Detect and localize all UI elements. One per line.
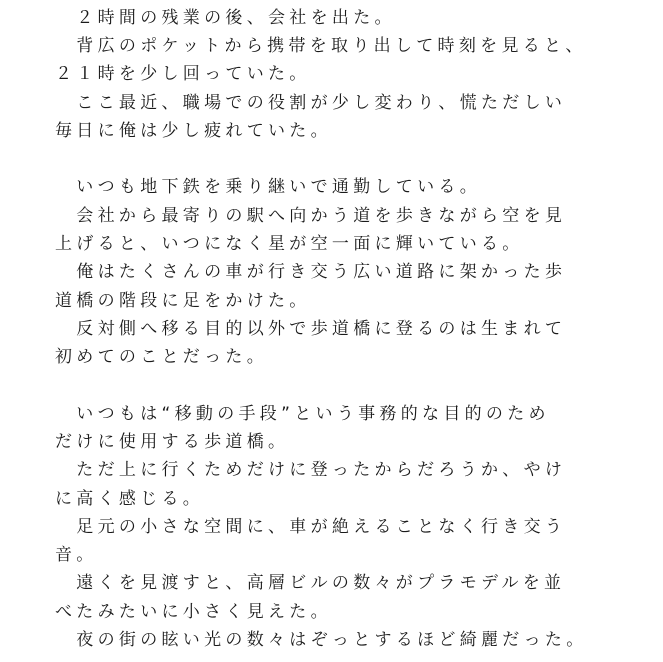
text-line: ２時間の残業の後、会社を出た。 <box>55 8 396 28</box>
text-line: 夜の街の眩い光の数々はぞっとするほど綺麗だった。 <box>55 630 588 650</box>
text-line: だけに使用する歩道橋。 <box>55 432 290 452</box>
text-line: に高く感じる。 <box>55 489 205 509</box>
text-line: 足元の小さな空間に、車が絶えることなく行き交う <box>55 517 567 537</box>
text-line: 会社から最寄りの駅へ向かう道を歩きながら空を見 <box>55 206 567 226</box>
text-line: ただ上に行くためだけに登ったからだろうか、やけ <box>55 460 567 480</box>
text-line: いつも地下鉄を乗り継いで通勤している。 <box>55 177 481 197</box>
text-line: 背広のポケットから携帯を取り出して時刻を見ると、 <box>55 36 587 56</box>
text-line: 音。 <box>55 545 98 565</box>
text-line: 遠くを見渡すと、高層ビルの数々がプラモデルを並 <box>55 573 566 593</box>
text-line: 初めてのことだった。 <box>55 347 268 367</box>
text-line: ２１時を少し回っていた。 <box>55 64 311 84</box>
text-line: 道橋の階段に足をかけた。 <box>55 291 311 311</box>
text-line: べたみたいに小さく見えた。 <box>55 602 332 622</box>
text-line: 俺はたくさんの車が行き交う広い道路に架かった歩 <box>55 262 567 282</box>
text-line: ここ最近、職場での役割が少し変わり、慌ただしい <box>55 93 567 113</box>
text-line: いつもは“移動の手段”という事務的な目的のため <box>55 404 550 424</box>
text-line: 上げると、いつになく星が空一面に輝いている。 <box>55 234 524 254</box>
text-line: 毎日に俺は少し疲れていた。 <box>55 121 332 141</box>
text-line: 反対側へ移る目的以外で歩道橋に登るのは生まれて <box>55 319 567 339</box>
